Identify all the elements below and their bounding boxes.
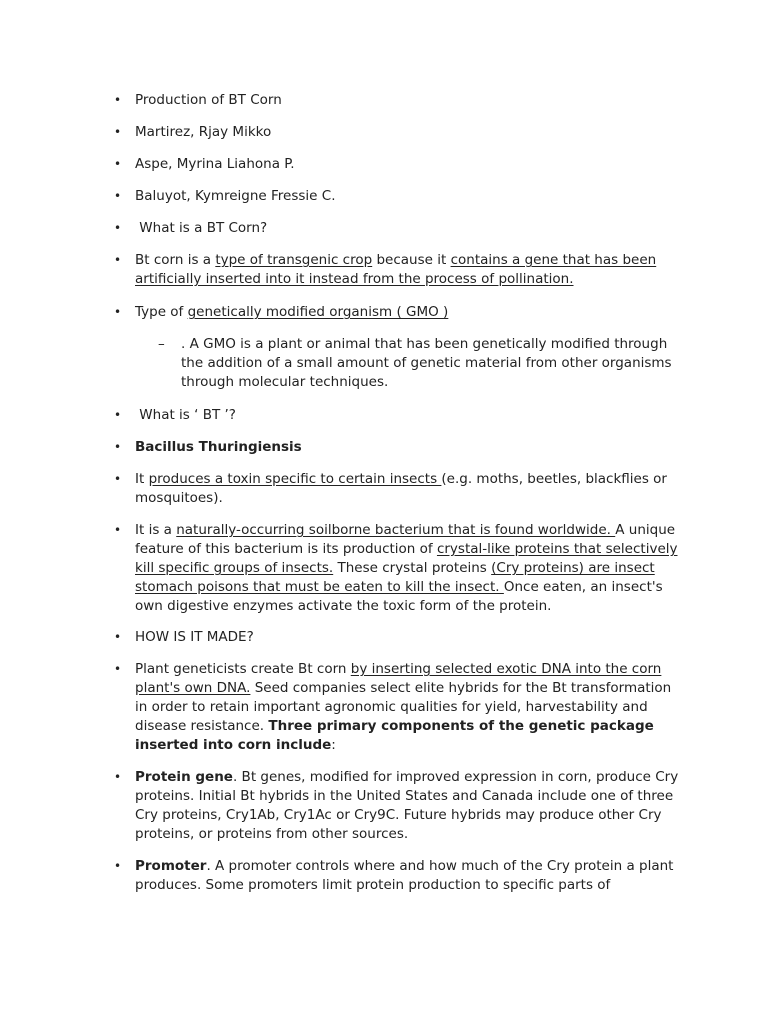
- bullet: •: [114, 662, 122, 676]
- bullet: •: [114, 253, 122, 267]
- text-run: Once eaten, an insect's own digestive enzymes activate the toxic form of the protein.: [135, 579, 663, 614]
- underlined-phrase: genetically modified organism ( GMO ): [187, 304, 449, 320]
- bullet: •: [114, 859, 122, 873]
- paragraph: [135, 470, 680, 508]
- text-run: A unique feature of this bacterium is its production of: [135, 522, 676, 557]
- bullet: •: [114, 189, 122, 203]
- bold-term: Protein gene: [135, 769, 233, 785]
- text-run: Type of: [135, 304, 188, 320]
- section-heading: HOW IS IT MADE?: [135, 629, 254, 645]
- bullet: •: [114, 125, 122, 139]
- paragraph: [135, 303, 680, 322]
- bullet: •: [114, 770, 122, 784]
- text-run: . A promoter controls where and how much of the Cry protein a plant produces. Some promoters limit protein production to specific parts of: [135, 858, 674, 893]
- paragraph: [135, 660, 680, 755]
- author-name: Baluyot, Kymreigne Fressie C.: [135, 188, 336, 204]
- text-run: Bt corn is a: [135, 252, 216, 268]
- author-name: Martirez, Rjay Mikko: [135, 124, 272, 140]
- paragraph: . A GMO is a plant or animal that has been genetically modified through the addition of a small amount of genetic material from other organisms through molecular techniques.: [181, 336, 672, 390]
- text-run: (e.g. moths, beetles, blackflies or mosquitoes).: [135, 471, 667, 506]
- paragraph: [135, 251, 680, 289]
- bold-term: Promoter: [135, 858, 207, 874]
- text-run: :: [331, 737, 336, 753]
- bullet: •: [114, 472, 122, 486]
- bold-phrase: Three primary components of the genetic package inserted into corn include: [135, 718, 654, 753]
- underlined-phrase: by inserting selected exotic DNA into the corn plant's own DNA.: [135, 661, 662, 696]
- author-name: Aspe, Myrina Liahona P.: [135, 156, 295, 172]
- dash-bullet: –: [158, 336, 165, 352]
- paragraph: [135, 768, 680, 844]
- text-run: Seed companies select elite hybrids for the Bt transformation in order to retain important agronomic qualities for yield, harvestability and disease resistance.: [135, 680, 672, 734]
- text-run: . Bt genes, modified for improved expression in corn, produce Cry proteins. Initial Bt hybrids in the United States and Canada include one of three Cry proteins, Cry1Ab, Cry1Ac or Cry9C. Future hybrids may produce other Cry proteins, or proteins from other sources.: [135, 769, 679, 842]
- question-heading: What is ‘ BT ’?: [135, 407, 236, 423]
- bullet: •: [114, 221, 122, 235]
- text-run: It is a: [135, 522, 177, 538]
- bullet: •: [114, 157, 122, 171]
- underlined-phrase: naturally-occurring soilborne bacterium that is found worldwide.: [176, 522, 616, 538]
- text-run: Plant geneticists create Bt corn: [135, 661, 351, 677]
- bullet: •: [114, 630, 122, 644]
- underlined-phrase: (Cry proteins) are insect stomach poisons that must be eaten to kill the insect.: [135, 560, 655, 595]
- bullet: •: [114, 440, 122, 454]
- question-heading: What is a BT Corn?: [135, 220, 268, 236]
- document-title: Production of BT Corn: [135, 92, 282, 108]
- paragraph: [135, 521, 680, 616]
- underlined-phrase: produces a toxin specific to certain insects: [148, 471, 442, 487]
- text-run: because it: [372, 252, 451, 268]
- bullet: •: [114, 523, 122, 537]
- bullet: •: [114, 408, 122, 422]
- underlined-phrase: contains a gene that has been artificially inserted into it instead from the process of pollination.: [135, 252, 657, 287]
- underlined-phrase: type of transgenic crop: [215, 252, 373, 268]
- bold-term: Bacillus Thuringiensis: [135, 439, 302, 455]
- bullet: •: [114, 305, 122, 319]
- underlined-phrase: crystal-like proteins that selectively kill specific groups of insects.: [135, 541, 678, 576]
- text-run: It: [135, 471, 149, 487]
- paragraph: [135, 857, 680, 895]
- bullet: •: [114, 93, 122, 107]
- text-run: These crystal proteins: [333, 560, 492, 576]
